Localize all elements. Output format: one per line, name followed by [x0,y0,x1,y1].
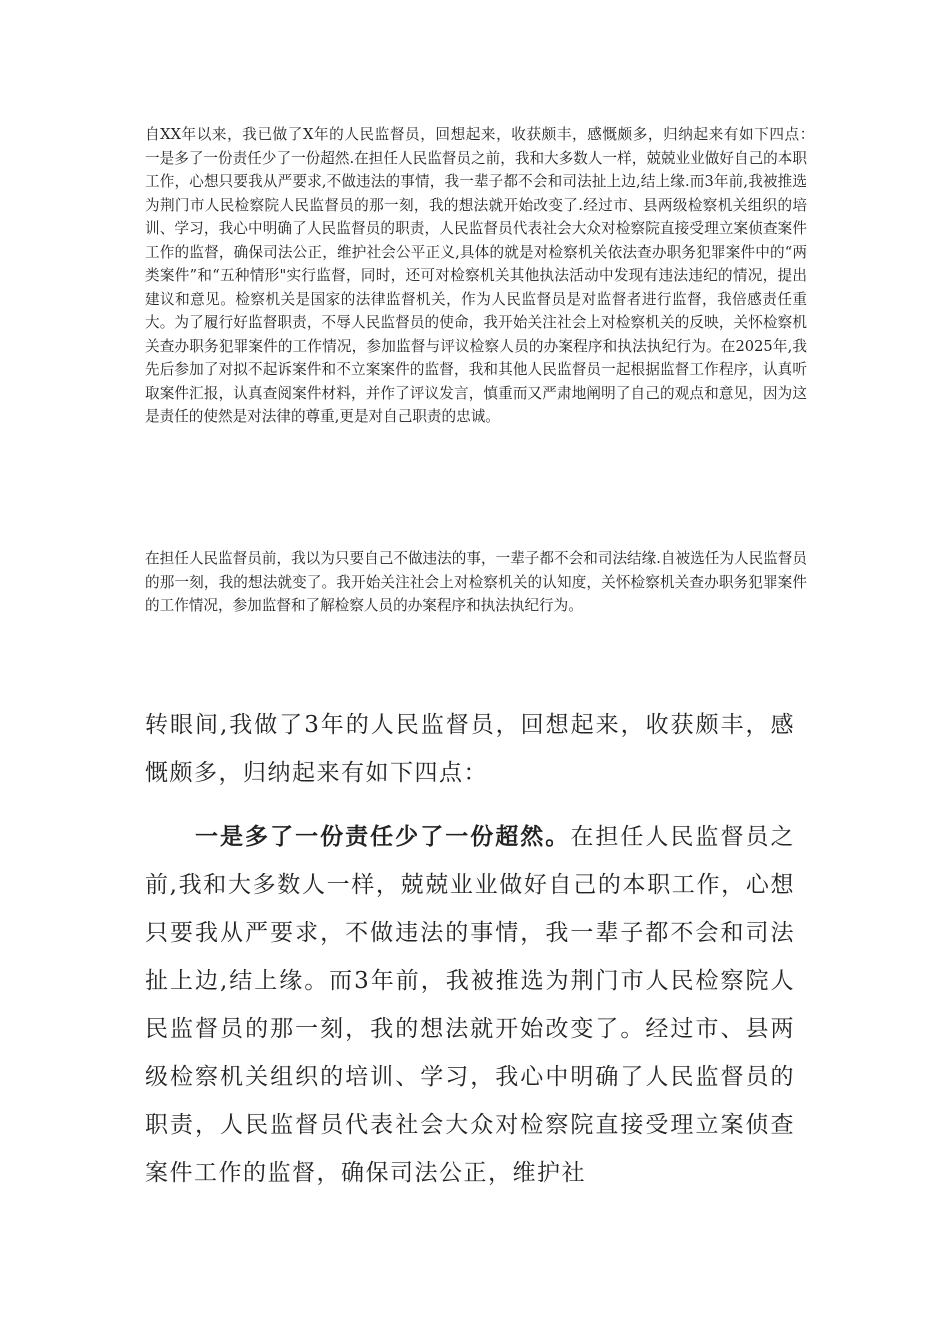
point-one-heading: 一是多了一份责任少了一份超然。 [195,823,571,850]
paragraph-intro: 转眼间,我做了3年的人民监督员，回想起来，收获颇丰，感慨颇多，归纳起来有如下四点： [145,712,795,786]
paragraph-reflection: 在担任人民监督员前，我以为只要自己不做违法的事，一辈子都不会和司法结缘.自被选任为人民监督员的那一刻，我的想法就变了。我开始关注社会上对检察机关的认知度，关怀检察机关查办职务犯罪案件的工作情况，参加监督和了解检察人员的办案程序和执法执纪行为。 [145,550,807,614]
point-one-body: 在担任人民监督员之前,我和大多数人一样，兢兢业业做好自己的本职工作，心想只要我从严要求，不做违法的事情，我一辈子都不会和司法扯上边,结上缘。而3年前，我被推选为荆门市人民检察院人民监督员的那一刻，我的想法就开始改变了。经过市、县两级检察机关组织的培训、学习，我心中明确了人民监督员的职责，人民监督员代表社会大众对检察院直接受理立案侦查案件工作的监督，确保司法公正，维护社 [145,824,796,1186]
paragraph-summary: 自XX年以来，我已做了X年的人民监督员，回想起来，收获颇丰，感慨颇多，归纳起来有如下四点： 一是多了一份责任少了一份超然.在担任人民监督员之前，我和大多数人一样，兢兢业业做好自己的本职工作，心想只要我从严要求,不做违法的事情，我一辈子都不会和司法扯上边,结上缘.而3年前,我被推选为荆门市人民检察院人民监督员的那一刻，我的想法就开始改变了.经过市、县两级检察机关组织的培训、学习，我心中明确了人民监督员的职责，人民监督员代表社会大众对检察院直接受理立案侦查案件工作的监督，确保司法公正，维护社会公平正义,具体的就是对检察机关依法查办职务犯罪案件中的“两类案件”和“五种情形"实行监督，同时，还可对检察机关其他执法活动中发现有违法违纪的情况，提出建议和意见。检察机关是国家的法律监督机关，作为人民监督员是对监督者进行监督，我倍感责任重大。为了履行好监督职责，不辱人民监督员的使命，我开始关注社会上对检察机关的反映，关怀检察机关查办职务犯罪案件的工作情况，参加监督与评议检察人员的办案程序和执法执纪行为。在2025年,我先后参加了对拟不起诉案件和不立案案件的监督，我和其他人民监督员一起根据监督工作程序，认真听取案件汇报，认真查阅案件材料，并作了评议发言，慎重而又严肃地阐明了自己的观点和意见，因为这是责任的使然是对法律的尊重,更是对自己职责的忠诚。 [145,126,866,425]
paragraph-point-one [145,813,795,1197]
